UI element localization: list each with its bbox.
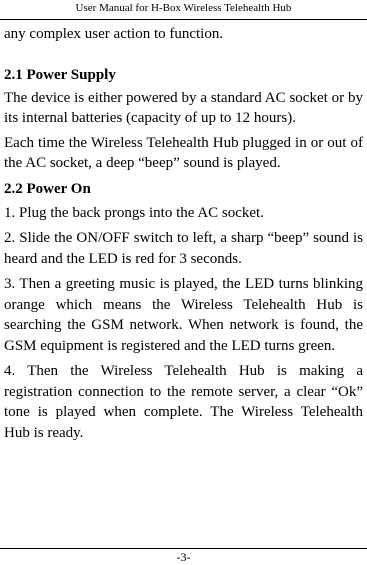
page-number: -3- xyxy=(176,550,191,564)
continuation-text: any complex user action to function. xyxy=(4,26,224,42)
page-content xyxy=(4,24,363,443)
section-heading-power-supply: 2.1 Power Supply xyxy=(4,66,116,83)
page-header xyxy=(0,0,367,20)
power-on-step-3: 3. Then a greeting music is played, the LED turns blinking orange which means the Wireless Telehealth Hub is searching the GSM network. When network is found, the GSM equipment is registered and the LED turns green. xyxy=(4,276,363,354)
power-supply-paragraph-2: Each time the Wireless Telehealth Hub plugged in or out of the AC socket, a deep “beep” sound is played. xyxy=(4,134,363,171)
power-on-step-4: 4. Then the Wireless Telehealth Hub is making a registration connection to the remote server, a clear “Ok” tone is played when complete. The Wireless Telehealth Hub is ready. xyxy=(4,363,363,441)
section-heading-power-on: 2.2 Power On xyxy=(4,180,91,197)
power-on-step-1: 1. Plug the back prongs into the AC socket. xyxy=(4,204,264,221)
footer-divider xyxy=(0,548,367,549)
power-on-step-2: 2. Slide the ON/OFF switch to left, a sharp “beep” sound is heard and the LED is red for 3 seconds. xyxy=(4,230,363,267)
page-footer xyxy=(0,550,367,564)
power-supply-paragraph-1: The device is either powered by a standard AC socket or by its internal batteries (capacity of up to 12 hours). xyxy=(4,89,363,126)
header-title: User Manual for H-Box Wireless Telehealth Hub xyxy=(75,2,292,14)
